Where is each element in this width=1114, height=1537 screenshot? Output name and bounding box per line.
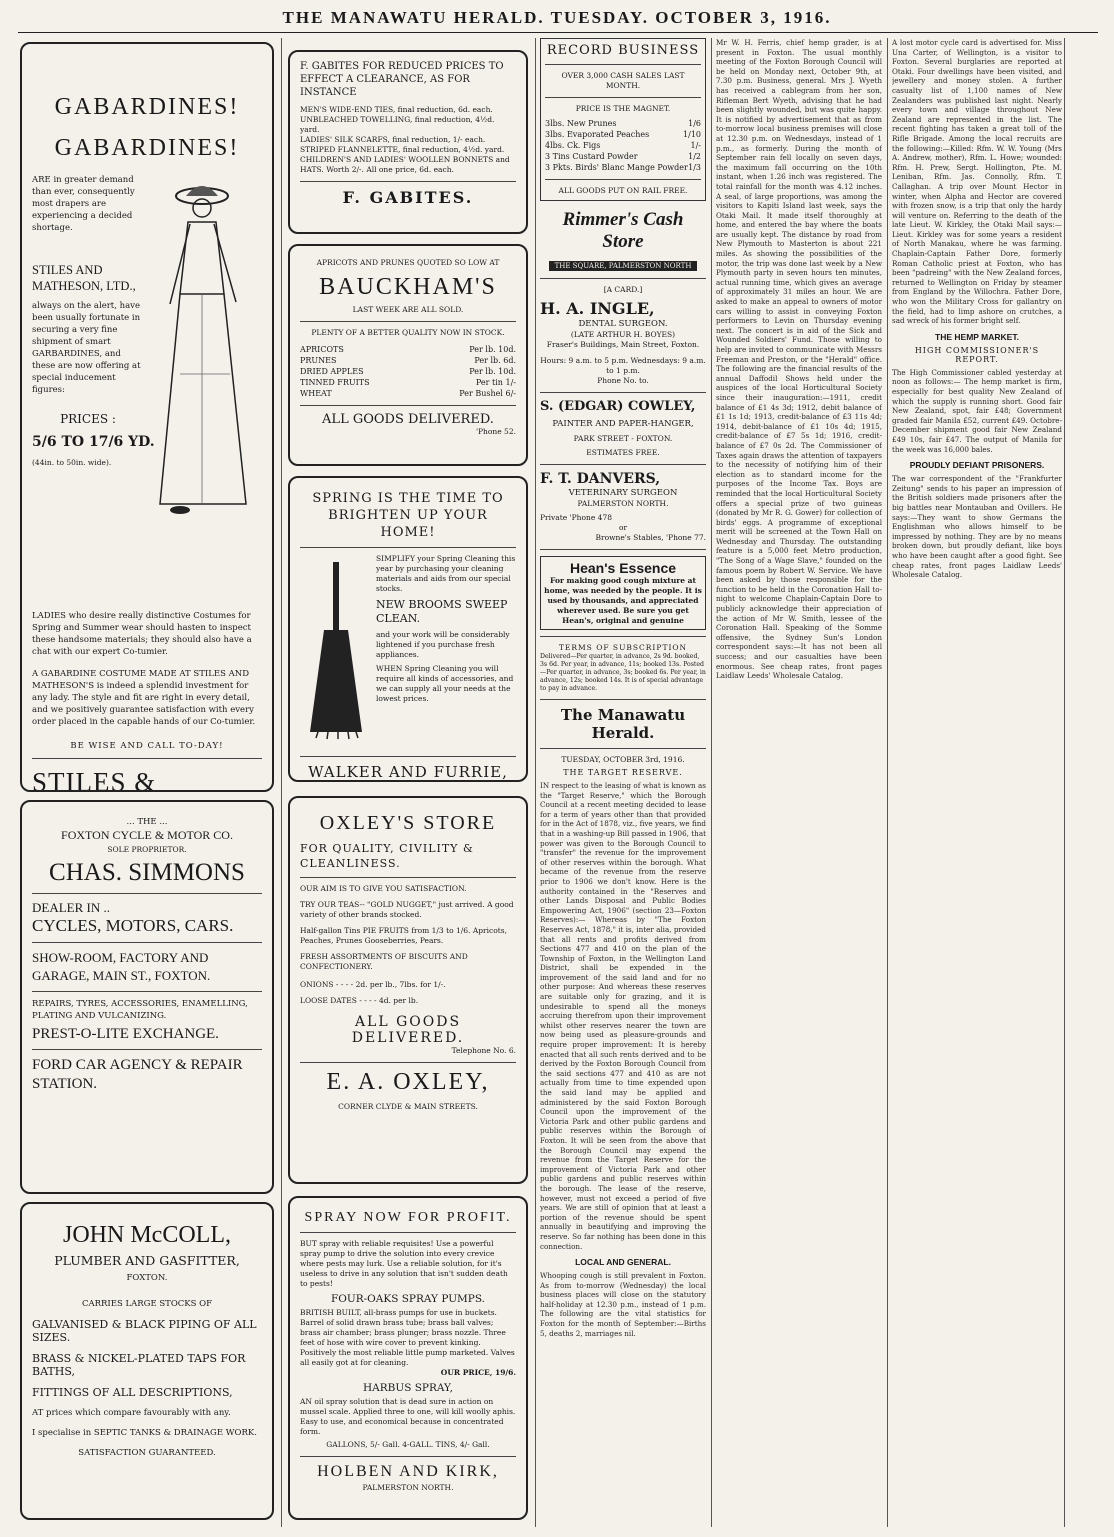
gabardines-body: always on the alert, have been usually fortunate in securing a very fine shipment of smart GARBARDINES, and these are now offering at special inducement figures:	[32, 301, 141, 395]
ingle-card	[540, 285, 706, 386]
walker-name: WALKER AND FURRIE,	[308, 763, 508, 781]
danvers-l4: or	[618, 523, 628, 532]
gabites-item: UNBLEACHED TOWELLING, final reduction, 4½d. yard.	[300, 115, 495, 134]
danvers-card	[540, 471, 706, 543]
price-item-name: APRICOTS	[300, 345, 344, 354]
gabardines-title-2: GABARDINES!	[54, 135, 240, 161]
oxley-sub: FOR QUALITY, CIVILITY & CLEANLINESS.	[300, 842, 474, 870]
cowley-name: S. (EDGAR) COWLEY,	[540, 399, 696, 414]
oxley-delivered: ALL GOODS DELIVERED.	[351, 1014, 465, 1046]
simmons-l5: DEALER IN ..	[32, 900, 110, 915]
gabites-name: F. GABITES.	[342, 188, 474, 207]
local-general-article: Whooping cough is still prevalent in Foxton. As from to-morrow (Wednesday) the local business places will close on the statutory half-holiday at 12.30 p.m., instead of 1 p.m. The following are the vital statistics for Foxton for the month of September:—Births 5, deaths 2, marriages nil.	[540, 1271, 706, 1338]
holben-price: OUR PRICE, 19/6.	[440, 1368, 516, 1377]
simmons-l3: SOLE PROPRIETOR.	[107, 845, 187, 854]
price-item-value: Per Bushel 6/-	[459, 389, 516, 398]
bauckham-top: APRICOTS AND PRUNES QUOTED SO LOW AT	[316, 258, 500, 267]
cowley-l2: PARK STREET - FOXTON.	[573, 434, 673, 443]
column-rule-3	[711, 38, 712, 1527]
bauckham-price-list	[300, 344, 516, 399]
gabardines-slogan: BE WISE AND CALL TO-DAY!	[70, 741, 224, 751]
oxley-aim: OUR AIM IS TO GIVE YOU SATISFACTION.	[300, 884, 467, 893]
gabites-item: CHILDREN'S AND LADIES' WOOLLEN BONNETS and HATS. Worth 2/-. All one price, 6d. each.	[300, 155, 510, 174]
bauckham-ad	[288, 244, 528, 466]
simmons-l4: CHAS. SIMMONS	[49, 859, 245, 886]
oxley-teas: TRY OUR TEAS-- "GOLD NUGGET," just arrived. A good variety of other brands stocked.	[300, 900, 514, 919]
price-item-name: TINNED FRUITS	[300, 378, 370, 387]
price-item-value: 1/2	[688, 152, 701, 161]
holben-gallons: GALLONS, 5/- Gall. 4-GALL. TINS, 4/- Gall.	[326, 1440, 490, 1449]
hemp-market-heading: THE HEMP MARKET.	[935, 331, 1019, 342]
price-item-value: 1/3	[688, 163, 701, 172]
gabardines-prices: 5/6 TO 17/6 YD.	[32, 434, 155, 450]
hean-ad	[540, 556, 706, 630]
price-item-name: WHEAT	[300, 389, 332, 398]
oxley-dates: LOOSE DATES - - - - 4d. per lb.	[300, 996, 419, 1005]
lady-costume-illustration	[150, 174, 260, 524]
column-five-news	[892, 38, 1062, 1530]
holben-p3: AN oil spray solution that is dead sure in action on mussel scale. Applied three to one, will kill woolly aphis. Easy to use, and economical because in concentrated form.	[300, 1397, 516, 1436]
holben-pump: FOUR-OAKS SPRAY PUMPS.	[330, 1293, 486, 1305]
column-rule-5	[1064, 38, 1065, 1527]
hean-title: Hean's Essence	[569, 560, 677, 576]
mccoll-l4: CARRIES LARGE STOCKS OF	[81, 1299, 213, 1309]
record-price-row	[545, 162, 701, 173]
oxley-phone: Telephone No. 6.	[451, 1046, 516, 1055]
herald-date: TUESDAY, OCTOBER 3rd, 1916.	[561, 755, 685, 764]
rimmer-addr: THE SQUARE, PALMERSTON NORTH	[549, 261, 698, 271]
record-title: RECORD BUSINESS	[546, 43, 700, 58]
gabardines-firm: STILES AND MATHESON, LTD.,	[32, 263, 136, 293]
gabardines-costume: A GABARDINE COSTUME MADE AT STILES AND MATHESON'S is indeed a splendid investment for any lady. The style and fit are right in every detail, and we positively guarantee satisfaction with every order placed in the capable hands of our Co-tumier.	[32, 669, 256, 727]
simmons-l10: FORD CAR AGENCY & REPAIR STATION.	[32, 1057, 243, 1092]
record-magnet: PRICE IS THE MAGNET.	[575, 104, 671, 113]
mccoll-l9: I specialise in SEPTIC TANKS & DRAINAGE WORK.	[32, 1428, 257, 1438]
gabites-items	[300, 105, 516, 175]
bauckham-price-row	[300, 388, 516, 399]
masthead-rule	[18, 32, 1098, 33]
danvers-l3: Private 'Phone 478	[540, 513, 612, 522]
record-price-row	[545, 129, 701, 140]
bauckham-price-row	[300, 377, 516, 388]
price-item-value: Per tin 1/-	[475, 378, 516, 387]
price-item-name: 4lbs. Ck. Figs	[545, 141, 601, 150]
danvers-l2: PALMERSTON NORTH.	[577, 499, 669, 508]
price-item-value: 1/10	[683, 130, 701, 139]
cowley-l3: ESTIMATES FREE.	[586, 448, 660, 457]
price-item-value: Per lb. 10d.	[469, 367, 516, 376]
record-price-row	[545, 151, 701, 162]
oxley-title: OXLEY'S STORE	[319, 812, 497, 834]
hean-body: For making good cough mixture at home, was needed by the people. It is used by thousands, and appreciated wherever used. Be sure you get Hean's, original and genuine	[544, 576, 702, 625]
column-rule-2	[535, 38, 536, 1527]
gabites-title: F. GABITES FOR REDUCED PRICES TO EFFECT A CLEARANCE, AS FOR INSTANCE	[300, 61, 504, 98]
record-price-row	[545, 118, 701, 129]
terms-body: Delivered—Per quarter, in advance, 2s 9d. booked, 3s 6d. Per year, in advance, 11s; booked 13s. Posted—Per quarter, in advance, 3s; booked 6s. Per year, in advance, 12s; booked 14s. It is of special advantage to pay in advance.	[540, 653, 706, 692]
holben-title: SPRAY NOW FOR PROFIT.	[304, 1210, 512, 1225]
hemp-market-subheading: HIGH COMMISSIONER'S REPORT.	[914, 345, 1040, 364]
ingle-card-label: [A CARD.]	[603, 285, 643, 294]
simmons-l1: ... THE ...	[126, 817, 168, 827]
holben-p1: BUT spray with reliable requisites! Use a powerful spray pump to drive the solution into every crevice where pests may lurk. Use a reliable solution, for it's useless to drive in any solution that isn't sudden death to pests!	[300, 1239, 508, 1288]
gabites-ad	[288, 50, 528, 234]
simmons-l7: SHOW-ROOM, FACTORY AND GARAGE, MAIN ST., FOXTON.	[32, 950, 211, 983]
oxley-onions: ONIONS - - - - 2d. per lb., 7lbs. for 1/-.	[300, 980, 446, 989]
price-item-value: 1/-	[690, 141, 701, 150]
walker-p3: and your work will be considerably lightened if you purchase fresh appliances.	[376, 630, 510, 659]
terms-title: TERMS OF SUBSCRIPTION	[558, 643, 688, 652]
mccoll-l5: GALVANISED & BLACK PIPING OF ALL SIZES.	[32, 1318, 257, 1344]
price-item-name: 3lbs. Evaporated Peaches	[545, 130, 650, 139]
record-price-row	[545, 140, 701, 151]
danvers-l1: VETERINARY SURGEON	[568, 488, 678, 498]
danvers-name: F. T. DANVERS,	[540, 471, 661, 487]
masthead: THE MANAWATU HERALD. TUESDAY. OCTOBER 3, 1916.	[282, 8, 832, 27]
gabites-item: MEN'S WIDE-END TIES, final reduction, 6d. each.	[300, 105, 493, 114]
rimmer-logo: Rimmer's Cash Store	[562, 209, 684, 252]
column-5-news-paragraphs: A lost motor cycle card is advertised for. Miss Una Carter, of Wellington, is a visitor to Foxton. Several burglaries are reported at Otaki. Four dwellings have been visited, and jewellery and money stolen. A further casualty list of 1,100 names of New Zealanders was published last night. Nearly every town and village throughout New Zealand are represented in the list. The recent fighting has taken a great toll of the Rifle Brigade. Among the local recruits are the following:—Killed: Rfm. W. W. Young (Mrs A. Andrew, mother), Rfm. L. Howe; wounded: Rfm. H. Prew, Sergt. Hollington, Pte. M. Leniban, Rfm. Jas. Connolly, Rfm. T. Callaghan. A trip over Mount Hector in winter, when Alpha and Hector are covered with frozen snow, is a trip that only the hardy will venture on. Referring to the death of the late Lieut. W. Kirkley, the Otaki Mail says:—Lieut. Kirkley was for some years a resident of North Manakau, where he was farming. Chaplain-Captain Father Dore, formerly Roman Catholic priest at Foxton, who has been "padreing" with the New Zealand forces, returned to Wellington on Friday by steamer from England by the Willochra. Father Dore, who won the Military Cross for gallantry on the field, had to limp ashore on crutches, a sad wreck of his former bright self.	[892, 38, 1062, 326]
hemp-market-article: The High Commissioner cabled yesterday at noon as follows:— The hemp market is firm, especially for best quality New Zealand of which the supply is running short. Good fair New Zealand, spot, fair £48; Government graded fair Manila £52, current £49. Octobre-December shipment good fair New Zealand £49 10s, fair £47. The output of Manila for the week was 16,000 bales.	[892, 367, 1062, 454]
broom-illustration	[304, 562, 368, 742]
record-footer: ALL GOODS PUT ON RAIL FREE.	[558, 186, 688, 195]
stiles-footer-1: STILES &	[32, 767, 157, 792]
walker-p2: NEW BROOMS SWEEP CLEAN.	[376, 598, 508, 625]
simmons-l9: PREST-O-LITE EXCHANGE.	[32, 1026, 219, 1042]
bauckham-phone: 'Phone 52.	[475, 427, 516, 436]
gabardines-title-1: GABARDINES!	[54, 94, 240, 120]
price-item-value: 1/6	[688, 119, 701, 128]
bauckham-price-row	[300, 366, 516, 377]
gabardines-width: (44in. to 50in. wide).	[32, 458, 112, 467]
gabites-item: STRIPED FLANNELETTE, final reduction, 4½d. yard.	[300, 145, 505, 154]
bauckham-name: BAUCKHAM'S	[319, 274, 497, 300]
herald-title: The Manawatu Herald.	[560, 706, 686, 742]
walker-title: SPRING IS THE TIME TO BRIGHTEN UP YOUR HOME!	[312, 491, 504, 540]
mccoll-l1: JOHN McCOLL,	[63, 1222, 231, 1248]
column-rule-1	[281, 38, 282, 1527]
mccoll-l2: PLUMBER AND GASFITTER,	[54, 1253, 240, 1268]
terms-notice	[540, 643, 706, 693]
column-3	[540, 38, 706, 1530]
oxley-ad	[288, 796, 528, 1184]
record-price-list	[545, 118, 701, 173]
oxley-biscuits: FRESH ASSORTMENTS OF BISCUITS AND CONFECTIONERY.	[300, 952, 468, 971]
ingle-l5: Phone No. to.	[597, 376, 649, 385]
ingle-l4: Hours: 9 a.m. to 5 p.m. Wednesdays: 9 a.m. to 1 p.m.	[540, 356, 706, 375]
cowley-l1: PAINTER AND PAPER-HANGER,	[552, 419, 694, 429]
holben-ad	[288, 1196, 528, 1520]
simmons-l6: CYCLES, MOTORS, CARS.	[32, 916, 234, 935]
ingle-l3: Fraser's Buildings, Main Street, Foxton.	[546, 340, 700, 349]
record-sub: OVER 3,000 CASH SALES LAST MONTH.	[561, 71, 685, 90]
mccoll-l3: FOXTON.	[126, 1273, 168, 1283]
walker-p1: SIMPLIFY your Spring Cleaning this year by purchasing your cleaning materials and aids from our special stocks.	[376, 554, 516, 593]
record-business-ad	[540, 38, 706, 201]
gabardines-ladies: LADIES who desire really distinctive Costumes for Spring and Summer wear should hasten to inspect these handsome materials; they should also have a chat with our expert Co-tumier.	[32, 611, 252, 657]
column-rule-4	[887, 38, 888, 1527]
oxley-tins: Half-gallon Tins PIE FRUITS from 1/3 to 1/6. Apricots, Peaches, Prunes Gooseberries, Pears.	[300, 926, 507, 945]
ingle-l1: DENTAL SURGEON.	[578, 319, 668, 329]
local-general-heading: LOCAL AND GENERAL.	[575, 1257, 671, 1268]
column-6	[1068, 38, 1108, 1530]
bauckham-sold: LAST WEEK ARE ALL SOLD.	[352, 305, 464, 314]
bauckham-delivered: ALL GOODS DELIVERED.	[322, 412, 494, 427]
price-item-name: 3 Pkts. Birds' Blanc Mange Powder	[545, 163, 688, 172]
price-item-value: Per lb. 10d.	[469, 345, 516, 354]
holben-addr: PALMERSTON NORTH.	[362, 1483, 454, 1492]
bauckham-price-row	[300, 344, 516, 355]
column-4	[716, 38, 882, 1530]
mccoll-l10: SATISFACTION GUARANTEED.	[78, 1448, 216, 1458]
price-item-value: Per lb. 6d.	[474, 356, 516, 365]
mccoll-l6: BRASS & NICKEL-PLATED TAPS FOR BATHS,	[32, 1352, 246, 1378]
ingle-l2: (LATE ARTHUR H. BOYES)	[570, 330, 676, 339]
bauckham-plenty: PLENTY OF A BETTER QUALITY NOW IN STOCK.	[311, 328, 505, 337]
holben-name: HOLBEN AND KIRK,	[317, 1463, 499, 1480]
price-item-name: DRIED APPLES	[300, 367, 364, 376]
ingle-name: H. A. INGLE,	[540, 299, 655, 318]
oxley-name: E. A. OXLEY,	[326, 1069, 490, 1095]
bauckham-price-row	[300, 355, 516, 366]
target-reserve-article: IN respect to the leasing of what is known as the "Target Reserve," which the Borough Council at a recent meeting decided to lease for a term of years other than that provided for in the Act of 1878, viz., five years, we find that in a washing-up Bill passed in 1906, that power was given to the Borough Council to "transfer" the revenue for the improvement of other reserves within the borough. What became of the revenue from the reserve prior to 1906 we don't know. Here is the authority contained in the "Reserves and other Lands Disposal and Public Bodies Empowering Act, 1906" (section 23—Foxton Reserves):— Whereas by "The Foxton Reserves Act, 1878," it is, inter alia, provided that all rents and profits derived from Sections 477 and 410 on the plan of the Township of Foxton, in the Wellington Land District, shall be expended in the improvement of the said land and for no other purpose: And whereas these reserves are suitable only for grazing, and it is undesirable to spend all the moneys accruing therefrom upon their improvement whilst other reserves nearer the town are now being used as pleasure-grounds and require proper improvement: It is hereby enacted that all such rents derived and to be derived by the Foxton Borough Council from the said sections 477 and 410 as are not actually from time to time expended upon the said land may be applied and administered by the said Foxton Borough Council upon the improvement of the Victoria Park and other public gardens and public reserves within the Borough of Foxton. It will be seen from the above that the Borough Council may expend the revenue from the Target Reserve for the improvement of Victoria Park and other public gardens and public reserves within the borough. The lease of the reserve, however, must not exceed a period of five years. We are still of opinion that at least a portion of the revenue should be spent annually in beautifying and improving the reserve. So far nothing has been done in this connection.	[540, 781, 706, 1251]
simmons-ad	[20, 800, 274, 1194]
price-item-name: 3 Tins Custard Powder	[545, 152, 638, 161]
column-4-news: Mr W. H. Ferris, chief hemp grader, is at present in Foxton. The usual monthly meeting of the Foxton Borough Council will be held on Monday next, October 9th, at 7.30 p.m. Business, general. Mrs J. Wyeth has received a cablegram from her son, Rifleman Bert Wyeth, advising that he had been slightly wounded, but was quite happy. It is notified by advertisement that as from to-morrow local business premises will close at 12.30 p.m. on Wednesdays, instead of 1 p.m., as formerly. During the month of September rain fell locally on seven days, the maximum fall occurring on the 10th instant, when 1.26 inch was registered. The total rainfall for the month was 4.12 inches. A seal, of large proportions, was among the visitors to Kapiti Island last week, says the Otaki Mail. It made itself thoroughly at home, and entered the bay where the boats are usually kept. The distance by road from New Plymouth to Masterton is about 221 miles. As showing the possibilities of the motor, the trip was done last week by a New Plymouth party in seven hours ten minutes, actual running time, which gives an average of approximately 31 miles an hour. We are asked to make an appeal to owners of motor cars willing to assist in conveying Foxton performers to Levin on Thursday evening next. The concert is in aid of the Sick and Wounded Soldiers' Fund. Those willing to help are invited to communicate with Messrs Freeman and Preston, or the "Herald" office. The following are the financial results of the annual Daffodil Shows held under the auspices of the local Horticultural Society since their inauguration:—1911, credit balance of £1 4s 3d; 1912, debit balance of £1 1s 1d; 1913, credit-balance of £3 11s 4d; 1914, debit-balance of £1 10s 4d; 1915, credit-balance of £7 5s 1d; 1916, credit-balance of £7 0s 2d. The Commissioner of Taxes again draws the attention of taxpayers to the necessity of notifying him of their election as to standard income for the purposes of the Income Tax. Boys are reminded that the local Horticultural Society offers a special prize of two guineas (donated by Mr R. G. Gower) for collection of birds' eggs. A programme of exceptional merit will be screened at the Town Hall on Wednesday and Thursday. The outstanding feature is a 5,000 feet Metro production, "The Song of a Wage Slave," founded on the famous poem by Robert W. Service. We have been asked by those responsible for the function to be held in the Coronation Hall to-night to welcome Chaplain-Captain Dore to publicly acknowledge their appreciation of the action of Mr W. Smith, lessee of the Coronation Hall. Speaking of the Somme offensive, the Sydney Sun's London correspondent says:—It has not been all success; and our casualties have been enormous. See cheap rates, front pages Laidlaw Leeds' Wholesale Catalog.	[716, 38, 882, 681]
gabardines-intro: ARE in greater demand than ever, consequently most drapers are experiencing a decided shortage.	[32, 175, 135, 233]
mccoll-l7: FITTINGS OF ALL DESCRIPTIONS,	[32, 1386, 233, 1399]
holben-harbus: HARBUS SPRAY,	[363, 1382, 453, 1394]
defiant-prisoners-article: The war correspondent of the "Frankfurter Zeitung" sends to his paper an impression of the British soldiers made prisoners after the big battles near Montauban and Ovillers. He says:—They want to show Germans the Englishman who allows himself to be impressed by nothing. They are by no means broken down, but proudly defiant, like boys who have been caught after a good fight. See cheap rates, front pages Laidlaw Leeds' Wholesale Catalog.	[892, 474, 1062, 580]
simmons-l8: REPAIRS, TYRES, ACCESSORIES, ENAMELLING, PLATING AND VULCANIZING.	[32, 999, 248, 1021]
gabardines-ad	[20, 42, 274, 792]
price-item-name: PRUNES	[300, 356, 337, 365]
price-item-name: 3lbs. New Prunes	[545, 119, 617, 128]
walker-ad	[288, 476, 528, 782]
simmons-l2: FOXTON CYCLE & MOTOR CO.	[61, 828, 233, 842]
danvers-l5: Browne's Stables, 'Phone 77.	[595, 533, 706, 542]
mccoll-l8: AT prices which compare favourably with any.	[32, 1408, 231, 1418]
defiant-prisoners-heading: PROUDLY DEFIANT PRISONERS.	[909, 460, 1045, 471]
oxley-addr: CORNER CLYDE & MAIN STREETS.	[338, 1102, 478, 1111]
target-reserve-heading: THE TARGET RESERVE.	[563, 768, 683, 777]
walker-p4: WHEN Spring Cleaning you will require all kinds of accessories, and we can supply all your needs at the lowest prices.	[376, 664, 514, 703]
rimmer-ad	[540, 209, 706, 272]
gabites-item: LADIES' SILK SCARFS, final reduction, 1/- each.	[300, 135, 486, 144]
gabardines-prices-label: PRICES :	[60, 412, 116, 426]
mccoll-ad	[20, 1202, 274, 1520]
cowley-card	[540, 399, 706, 458]
holben-p2: BRITISH BUILT, all-brass pumps for use in buckets. Barrel of solid drawn brass tube; brass ball valves; brass air chamber; brass plunger; brass nozzle. Three feet of hose with wire cover to prevent kinking. Positively the most reliable little pump marketed. Valves all easily got at for cleaning.	[300, 1308, 515, 1367]
